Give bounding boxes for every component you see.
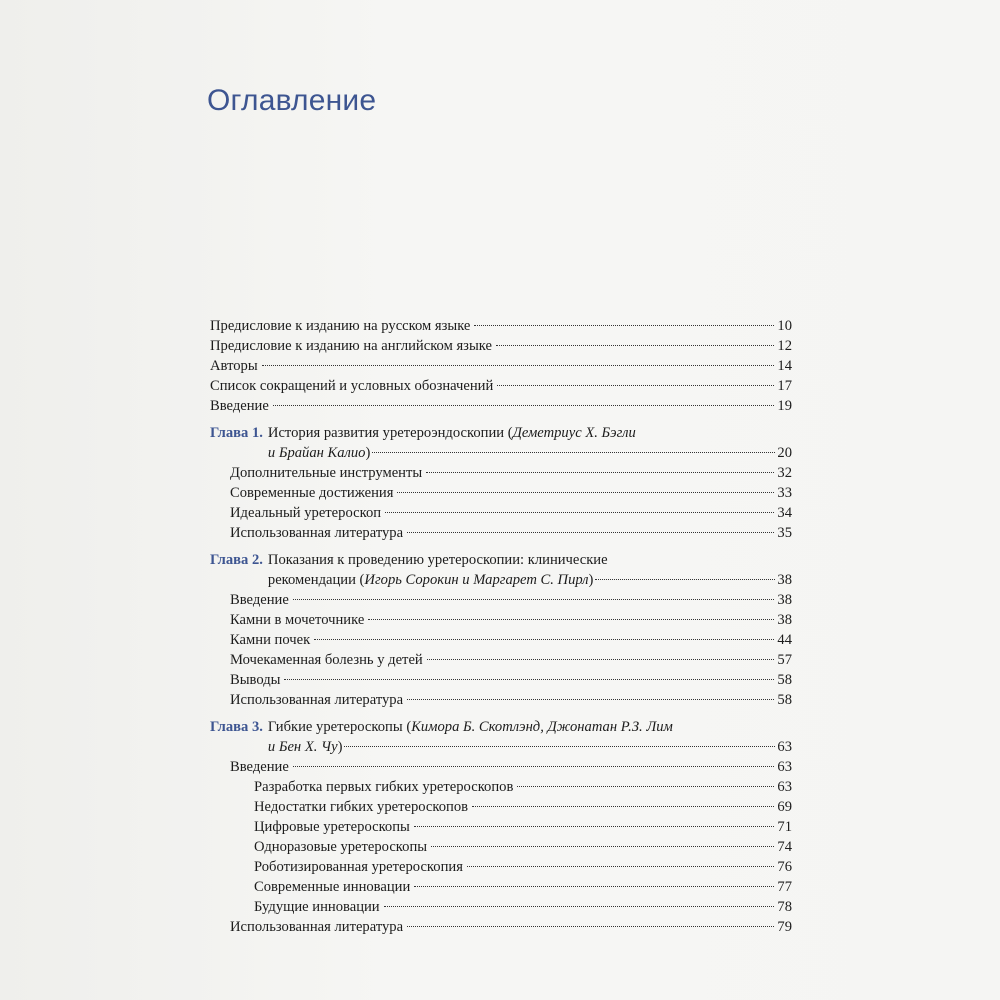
dot-leader bbox=[427, 659, 774, 660]
toc-entry-page: 33 bbox=[777, 485, 792, 501]
table-of-contents bbox=[210, 316, 792, 937]
toc-entry-text: Будущие инновации bbox=[254, 899, 380, 915]
toc-entry-text: Использованная литература bbox=[230, 692, 404, 708]
toc-entry-page: 35 bbox=[777, 525, 792, 541]
chapter-title: Показания к проведению уретероскопии: клинические bbox=[267, 552, 608, 568]
dot-leader bbox=[397, 492, 774, 493]
toc-entry-page: 79 bbox=[777, 919, 792, 935]
toc-entry-text: Использованная литература bbox=[230, 919, 404, 935]
toc-entry-page: 58 bbox=[777, 692, 792, 708]
chapter-title: ) bbox=[337, 739, 343, 755]
toc-entry-text: Роботизированная уретероскопия bbox=[254, 859, 463, 875]
dot-leader bbox=[426, 472, 774, 473]
toc-entry bbox=[210, 590, 792, 610]
toc-entry-text: Цифровые уретероскопы bbox=[254, 819, 410, 835]
dot-leader bbox=[474, 325, 774, 326]
toc-entry-text: Мочекаменная болезнь у детей bbox=[230, 652, 423, 668]
dot-leader bbox=[517, 786, 774, 787]
toc-entry-text: Дополнительные инструменты bbox=[230, 465, 423, 481]
chapter-authors: и Бен Х. Чу bbox=[267, 739, 338, 755]
toc-entry-page: 71 bbox=[777, 819, 792, 835]
toc-entry bbox=[210, 483, 792, 503]
toc-subentry bbox=[210, 817, 792, 837]
toc-entry-text: Список сокращений и условных обозначений bbox=[210, 378, 494, 394]
toc-entry-page: 19 bbox=[777, 398, 792, 414]
toc-entry-text: Предисловие к изданию на английском языке bbox=[210, 338, 492, 354]
toc-entry-text: Выводы bbox=[230, 672, 281, 688]
dot-leader bbox=[368, 619, 774, 620]
dot-leader bbox=[262, 365, 774, 366]
toc-entry-text: Современные достижения bbox=[230, 485, 394, 501]
toc-entry-text: Предисловие к изданию на русском языке bbox=[210, 318, 471, 334]
toc-entry-page: 17 bbox=[777, 378, 792, 394]
toc-entry bbox=[210, 650, 792, 670]
toc-entry-text: Камни в мочеточнике bbox=[230, 612, 365, 628]
toc-entry bbox=[210, 690, 792, 710]
toc-entry-text: Камни почек bbox=[230, 632, 311, 648]
toc-entry-page: 57 bbox=[777, 652, 792, 668]
toc-subentry bbox=[210, 857, 792, 877]
toc-entry-page: 10 bbox=[777, 318, 792, 334]
toc-entry-text: Использованная литература bbox=[230, 525, 404, 541]
toc-entry bbox=[210, 523, 792, 543]
chapter-page: 20 bbox=[777, 445, 792, 461]
toc-entry-text: Введение bbox=[230, 759, 289, 775]
toc-subentry bbox=[210, 897, 792, 917]
chapter-heading bbox=[210, 423, 792, 463]
chapter-authors: Деметриус Х. Бэгли bbox=[512, 425, 636, 441]
chapter-label: Глава 2. bbox=[210, 552, 263, 568]
dot-leader bbox=[344, 746, 775, 747]
chapter-title: ) bbox=[588, 572, 594, 588]
toc-entry bbox=[210, 376, 792, 396]
toc-entry-text: Одноразовые уретероскопы bbox=[254, 839, 428, 855]
dot-leader bbox=[407, 699, 774, 700]
toc-subentry bbox=[210, 837, 792, 857]
dot-leader bbox=[293, 766, 774, 767]
chapter-2 bbox=[210, 550, 792, 710]
toc-entry-page: 74 bbox=[777, 839, 792, 855]
toc-entry-text: Идеальный уретероскоп bbox=[230, 505, 382, 521]
dot-leader bbox=[293, 599, 774, 600]
dot-leader bbox=[384, 906, 774, 907]
page-title: Оглавление bbox=[207, 84, 377, 117]
toc-entry-page: 78 bbox=[777, 899, 792, 915]
toc-entry-page: 32 bbox=[777, 465, 792, 481]
chapter-3 bbox=[210, 717, 792, 937]
dot-leader bbox=[314, 639, 774, 640]
toc-entry bbox=[210, 670, 792, 690]
dot-leader bbox=[467, 866, 774, 867]
dot-leader bbox=[496, 345, 774, 346]
dot-leader bbox=[407, 532, 774, 533]
toc-entry-text: Авторы bbox=[210, 358, 258, 374]
dot-leader bbox=[407, 926, 774, 927]
chapter-label: Глава 1. bbox=[210, 425, 263, 441]
dot-leader bbox=[273, 405, 774, 406]
chapter-page: 63 bbox=[777, 739, 792, 755]
toc-entry bbox=[210, 917, 792, 937]
toc-subentry bbox=[210, 797, 792, 817]
dot-leader bbox=[414, 886, 774, 887]
toc-entry-text: Недостатки гибких уретероскопов bbox=[254, 799, 469, 815]
toc-entry-text: Введение bbox=[210, 398, 269, 414]
dot-leader bbox=[284, 679, 774, 680]
toc-entry-text: Современные инновации bbox=[254, 879, 411, 895]
toc-subentry bbox=[210, 777, 792, 797]
chapter-page: 38 bbox=[777, 572, 792, 588]
chapter-authors: Кимора Б. Скотлэнд, Джонатан Р.З. Лим bbox=[411, 719, 673, 735]
dot-leader bbox=[431, 846, 774, 847]
chapter-authors: Игорь Сорокин и Маргарет С. Пирл bbox=[364, 572, 589, 588]
toc-entry-page: 12 bbox=[777, 338, 792, 354]
toc-entry-page: 38 bbox=[777, 592, 792, 608]
toc-entry-page: 76 bbox=[777, 859, 792, 875]
toc-entry bbox=[210, 757, 792, 777]
chapter-heading bbox=[210, 550, 792, 590]
toc-entry-page: 38 bbox=[777, 612, 792, 628]
toc-entry bbox=[210, 630, 792, 650]
toc-entry-page: 14 bbox=[777, 358, 792, 374]
toc-subentry bbox=[210, 877, 792, 897]
dot-leader bbox=[497, 385, 774, 386]
toc-entry-page: 63 bbox=[777, 779, 792, 795]
chapter-title: История развития уретероэндоскопии ( bbox=[267, 425, 513, 441]
toc-entry bbox=[210, 463, 792, 483]
chapter-title: рекомендации ( bbox=[267, 572, 365, 588]
toc-entry-text: Введение bbox=[230, 592, 289, 608]
toc-entry-text: Разработка первых гибких уретероскопов bbox=[254, 779, 514, 795]
toc-entry-page: 44 bbox=[777, 632, 792, 648]
chapter-label: Глава 3. bbox=[210, 719, 263, 735]
toc-entry-page: 69 bbox=[777, 799, 792, 815]
chapter-authors: и Брайан Калио bbox=[267, 445, 366, 461]
toc-entry bbox=[210, 336, 792, 356]
toc-entry-page: 63 bbox=[777, 759, 792, 775]
chapter-heading bbox=[210, 717, 792, 757]
toc-entry bbox=[210, 610, 792, 630]
toc-entry-page: 77 bbox=[777, 879, 792, 895]
dot-leader bbox=[472, 806, 774, 807]
dot-leader bbox=[372, 452, 775, 453]
toc-entry bbox=[210, 356, 792, 376]
dot-leader bbox=[595, 579, 775, 580]
chapter-title: Гибкие уретероскопы ( bbox=[267, 719, 412, 735]
toc-entry-page: 58 bbox=[777, 672, 792, 688]
toc-entry bbox=[210, 503, 792, 523]
dot-leader bbox=[414, 826, 774, 827]
dot-leader bbox=[385, 512, 774, 513]
chapter-title: ) bbox=[365, 445, 371, 461]
toc-entry bbox=[210, 396, 792, 416]
toc-entry-page: 34 bbox=[777, 505, 792, 521]
chapter-1 bbox=[210, 423, 792, 543]
toc-entry bbox=[210, 316, 792, 336]
